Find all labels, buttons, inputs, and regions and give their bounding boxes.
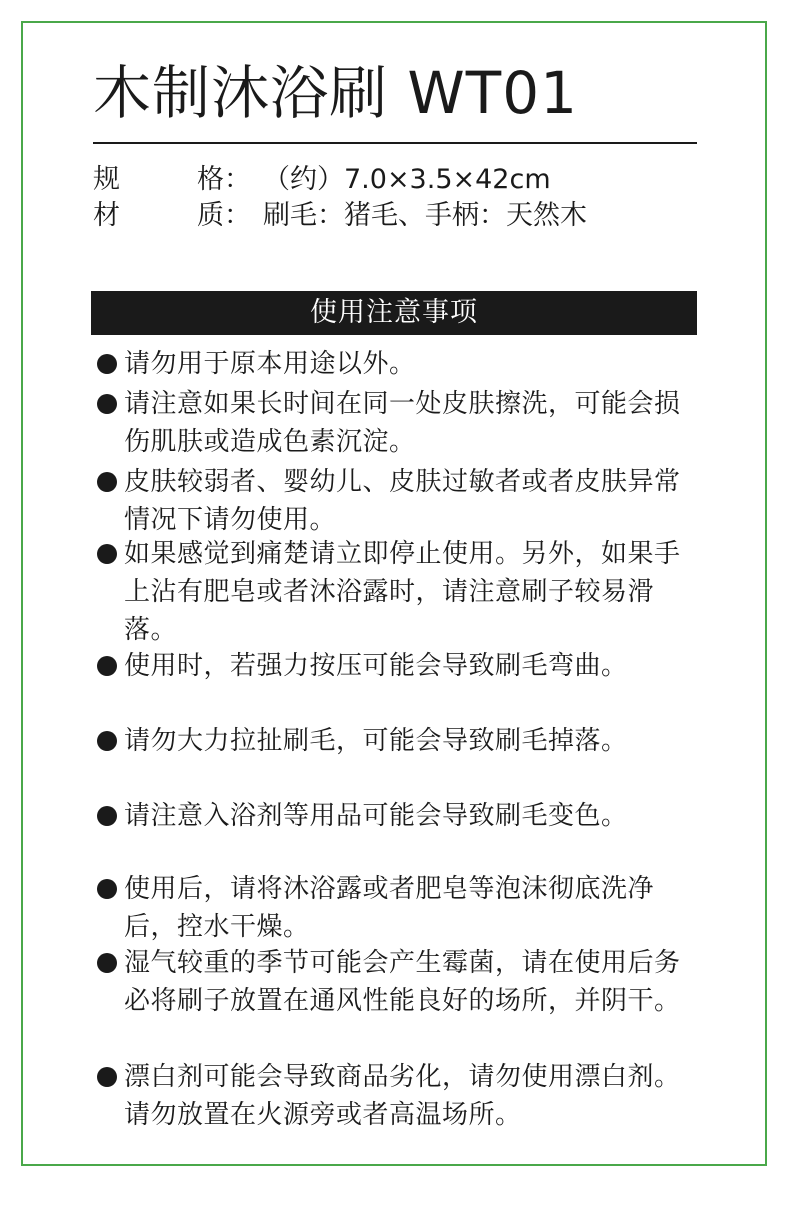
title-divider (93, 142, 697, 144)
notice-item (96, 463, 706, 539)
notice-item-text: 请注意入浴剂等用品可能会导致刷毛变色。 (124, 801, 628, 831)
bullet-icon (96, 722, 124, 760)
bullet-icon (96, 463, 124, 501)
notice-item-text: 请勿用于原本用途以外。 (124, 349, 416, 379)
notice-heading: 使用注意事项 (91, 291, 697, 335)
notice-item (96, 535, 706, 649)
notice-item-text: 漂白剂可能会导致商品劣化，请勿使用漂白剂。请勿放置在火源旁或者高温场所。 (124, 1062, 681, 1130)
bullet-icon (96, 1058, 124, 1096)
spec-key-material-b: 质： (197, 200, 251, 231)
bullet-icon (96, 535, 124, 573)
spec-value-size: （约）7.0×3.5×42cm (263, 164, 551, 195)
notice-item-text: 湿气较重的季节可能会产生霉菌，请在使用后务必将刷子放置在通风性能良好的场所，并阴干。 (124, 948, 681, 1016)
notice-item-text: 使用时，若强力按压可能会导致刷毛弯曲。 (124, 651, 628, 681)
bullet-icon (96, 797, 124, 835)
notice-item-text: 请勿大力拉扯刷毛，可能会导致刷毛掉落。 (124, 726, 628, 756)
notice-item (96, 797, 706, 835)
notice-item (96, 647, 706, 685)
spec-key-size-a: 规 (93, 164, 120, 195)
notice-item (96, 870, 706, 946)
notice-item-text: 皮肤较弱者、婴幼儿、皮肤过敏者或者皮肤异常情况下请勿使用。 (124, 467, 681, 535)
product-title: 木制沐浴刷 WT01 (93, 59, 579, 127)
spec-key-size-b: 格： (197, 164, 251, 195)
bullet-icon (96, 647, 124, 685)
bullet-icon (96, 870, 124, 908)
notice-item-text: 如果感觉到痛楚请立即停止使用。另外，如果手上沾有肥皂或者沐浴露时，请注意刷子较易滑落。 (124, 539, 681, 645)
notice-item (96, 944, 706, 1020)
notice-item (96, 1058, 706, 1134)
bullet-icon (96, 345, 124, 383)
notice-item-text: 使用后，请将沐浴露或者肥皂等泡沫彻底洗净后，控水干燥。 (124, 874, 655, 942)
bullet-icon (96, 944, 124, 982)
notice-item (96, 385, 706, 461)
notice-item (96, 345, 706, 383)
notice-item-text: 请注意如果长时间在同一处皮肤擦洗，可能会损伤肌肤或造成色素沉淀。 (124, 389, 681, 457)
spec-key-material-a: 材 (93, 200, 120, 231)
spec-value-material: 刷毛：猪毛、手柄：天然木 (263, 200, 587, 231)
notice-item (96, 722, 706, 760)
bullet-icon (96, 385, 124, 423)
